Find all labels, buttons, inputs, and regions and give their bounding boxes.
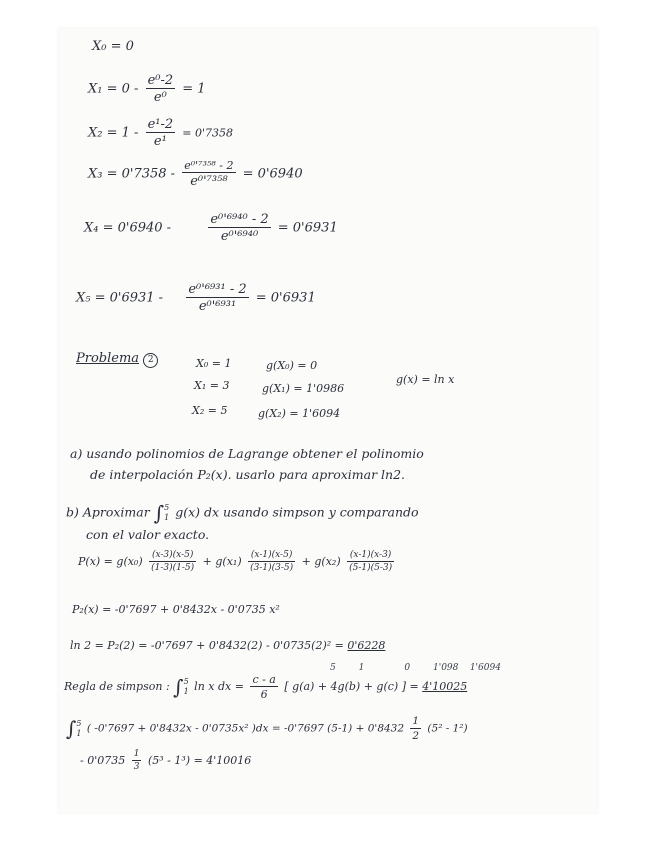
x2-line: X₂ = 1 - $\frac{\text{e¹-2}}{\text{e¹}}$ = 0'7358 — [88, 117, 234, 149]
lagrange-formula: P(x) = g(x₀) $\frac{(x-3)(x-5)}{(1-3)(1-5)}$ + g(x₁) $\frac{(x-1)(x-5)}{(3-1)(3-5)}$ + g(x₂) $\frac{(x-1)(x-3)}{(5-1)(5-3)}$ — [78, 550, 393, 573]
data-g0: g(X₀) = 0 — [266, 359, 318, 372]
simpson-annotations: 5 1 0 1'098 1'6094 — [330, 663, 501, 673]
question-a-line1: a) usando polinomios de Lagrange obtener el polinomio — [70, 446, 424, 461]
exact-integral-line2: - 0'0735 $\frac{1}{3}$ (5³ - 1³) = 4'10016 — [80, 749, 252, 772]
data-g2: g(X₂) = 1'6094 — [258, 407, 341, 420]
simpson-rule: Regla de simpson : ∫ 5 1 ln x dx = $\frac{c - a}{6}$ [ g(a) + 4g(b) + g(c) ] = 4'10025 — [64, 673, 468, 701]
ln2-result: ln 2 = P₂(2) = -0'7697 + 0'8432(2) - 0'0735(2)² = 0'6228 — [70, 639, 386, 652]
x0-line: X₀ = 0 — [92, 39, 134, 54]
x5-line: X₅ = 0'6931 - $\frac{\text{e⁰'⁶⁹³¹ - 2}}{\text{e⁰'⁶⁹³¹}}$ = 0'6931 — [76, 282, 316, 314]
x1-line: X₁ = 0 - $\frac{\text{e⁰-2}}{\text{e⁰}}$ = 1 — [88, 73, 206, 105]
data-g1: g(X₁) = 1'0986 — [262, 382, 345, 395]
question-b-line2: con el valor exacto. — [86, 527, 210, 542]
x3-line: X₃ = 0'7358 - $\frac{\text{e⁰'⁷³⁵⁸ - 2}}{\text{e⁰'⁷³⁵⁸}}$ = 0'6940 — [88, 159, 303, 189]
p2-result: P₂(x) = -0'7697 + 0'8432x - 0'0735 x² — [72, 603, 280, 616]
question-b-line1: b) Aproximar ∫ 5 1 g(x) dx usando simpson y comparando — [66, 501, 419, 525]
data-x2: X₂ = 5 — [192, 404, 228, 417]
data-x0: X₀ = 1 — [196, 357, 232, 370]
data-x1: X₁ = 3 — [194, 379, 230, 392]
problema-heading: Problema 2 — [76, 352, 158, 368]
gx-definition: g(x) = ln x — [396, 373, 455, 386]
exact-integral-line1: ∫ 5 1 ( -0'7697 + 0'8432x - 0'0735x² )dx = -0'7697 (5-1) + 0'8432 $\frac{1}{2}$ (5² - 1²) — [66, 715, 468, 742]
problem-number-circle: 2 — [143, 353, 158, 368]
question-a-line2: de interpolación P₂(x). usarlo para aproximar ln2. — [90, 467, 405, 482]
x4-line: X₄ = 0'6940 - $\frac{\text{e⁰'⁶⁹⁴⁰ - 2}}{\text{e⁰'⁶⁹⁴⁰}}$ = 0'6931 — [84, 212, 338, 244]
